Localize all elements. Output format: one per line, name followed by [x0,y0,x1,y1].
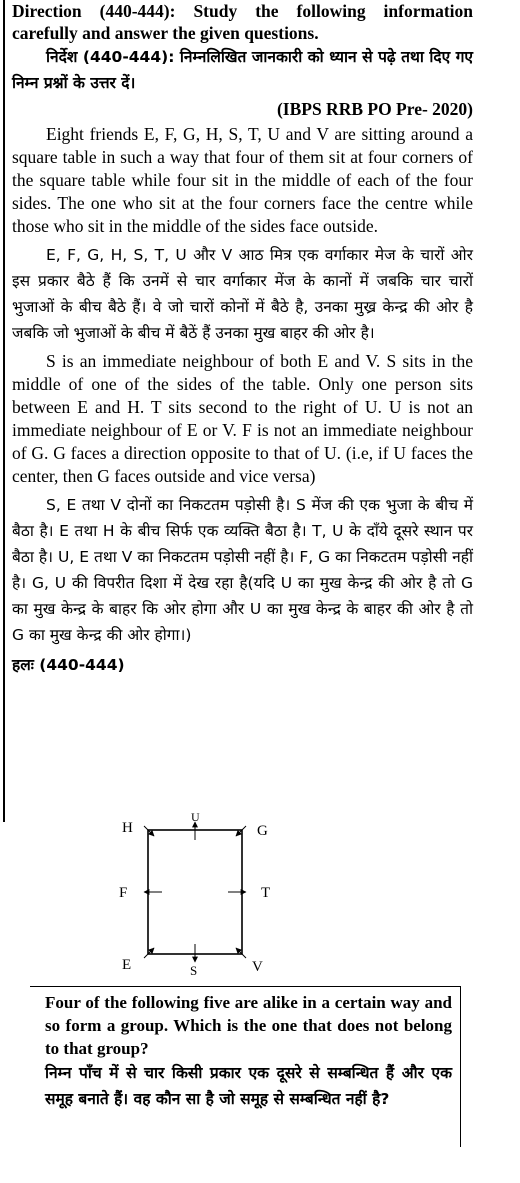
square-table [148,830,242,954]
label-v: V [252,959,263,975]
label-s: S [190,963,198,978]
label-t: T [261,885,271,901]
passage-paragraph-1-hi: E, F, G, H, S, T, U और V आठ मित्र एक वर्गाकार मेज के चारों ओर इस प्रकार बैठे हैं कि उनमें से चार वर्गाकार मेंज के कानों में जबकि चार चारों भुजाओं के बीच बैठे हैं। वे जो चारों कोनों में बैठे है, उनका मुख्र केन्द्र की ओर है जबकि जो भुजाओं के बीच में बैठें हैं उनका मुख बाहर की ओर है। [12,246,473,342]
passage-paragraph-1-en: Eight friends E, F, G, H, S, T, U and V are sitting around a square table in such a way that four of them sit at four corners of the square table while four sit in the middle of each of the four sides. The one who sit at the four corners face the centre while those who sit in the middle of the sides face outside. [12,124,473,236]
label-u: U [191,810,200,824]
exam-source: (IBPS RRB PO Pre- 2020) [276,99,473,119]
label-e: E [122,957,132,973]
arrow-e [144,948,154,958]
arrow-v [236,948,246,958]
passage-column [12,0,473,678]
question-text-hi: निम्न पाँच में से चार किसी प्रकार एक दूसरे से सम्बन्धित हैं और एक समूह बनाते हैं। वह कौन सा है जो समूह से सम्बन्धित नहीं है? [45,1064,452,1108]
passage-paragraph-2-en: S is an immediate neighbour of both E and V. S sits in the middle of one of the sides of the table. Only one person sits between E and H. T sits second to the right of U. U is not an immediate neighbour of E or V. F is not an immediate neighbour of G. G faces a direction opposite to that of U. (i.e, if U faces the center, then G faces outside and vice versa) [12,351,473,486]
direction-heading-hi: निर्देश (440-444): निम्नलिखित जानकारी को ध्यान से पढ़े तथा दिए गए निम्न प्रश्नों के उत्तर दें। [12,48,473,92]
question-box [30,986,461,1147]
direction-heading-en: Direction (440-444): Study the following information carefully and answer the given questions. [12,1,473,43]
label-f: F [119,885,128,901]
label-h: H [122,820,133,836]
left-border-line [3,0,5,822]
arrow-h [144,826,154,836]
arrow-g [236,826,246,836]
seating-diagram [100,808,300,978]
solution-label: हलः (440-444) [12,656,125,674]
question-text-en: Four of the following five are alike in a certain way and so form a group. Which is the one that does not belong to that group? [45,993,452,1058]
label-g: G [257,823,268,839]
passage-paragraph-2-hi: S, E तथा V दोनों का निकटतम पड़ोसी है। S मेंज की एक भुजा के बीच में बैठा है। E तथा H के बीच सिर्फ एक व्यक्ति बैठा है। T, U के दाँये दूसरे स्थान पर बैठा है। U, E तथा V का निकटतम पड़ोसी नहीं है। F, G का निकटतम पड़ोसी नहीं है। G, U की विपरीत दिशा में देख रहा है(यदि U का मुख केन्द्र की ओर है तो G का मुख केन्द्र के बाहर कि ओर होगा और U का मुख केन्द्र के बाहर की ओर है तो G का मुख केन्द्र की ओर होगा।) [12,496,473,644]
